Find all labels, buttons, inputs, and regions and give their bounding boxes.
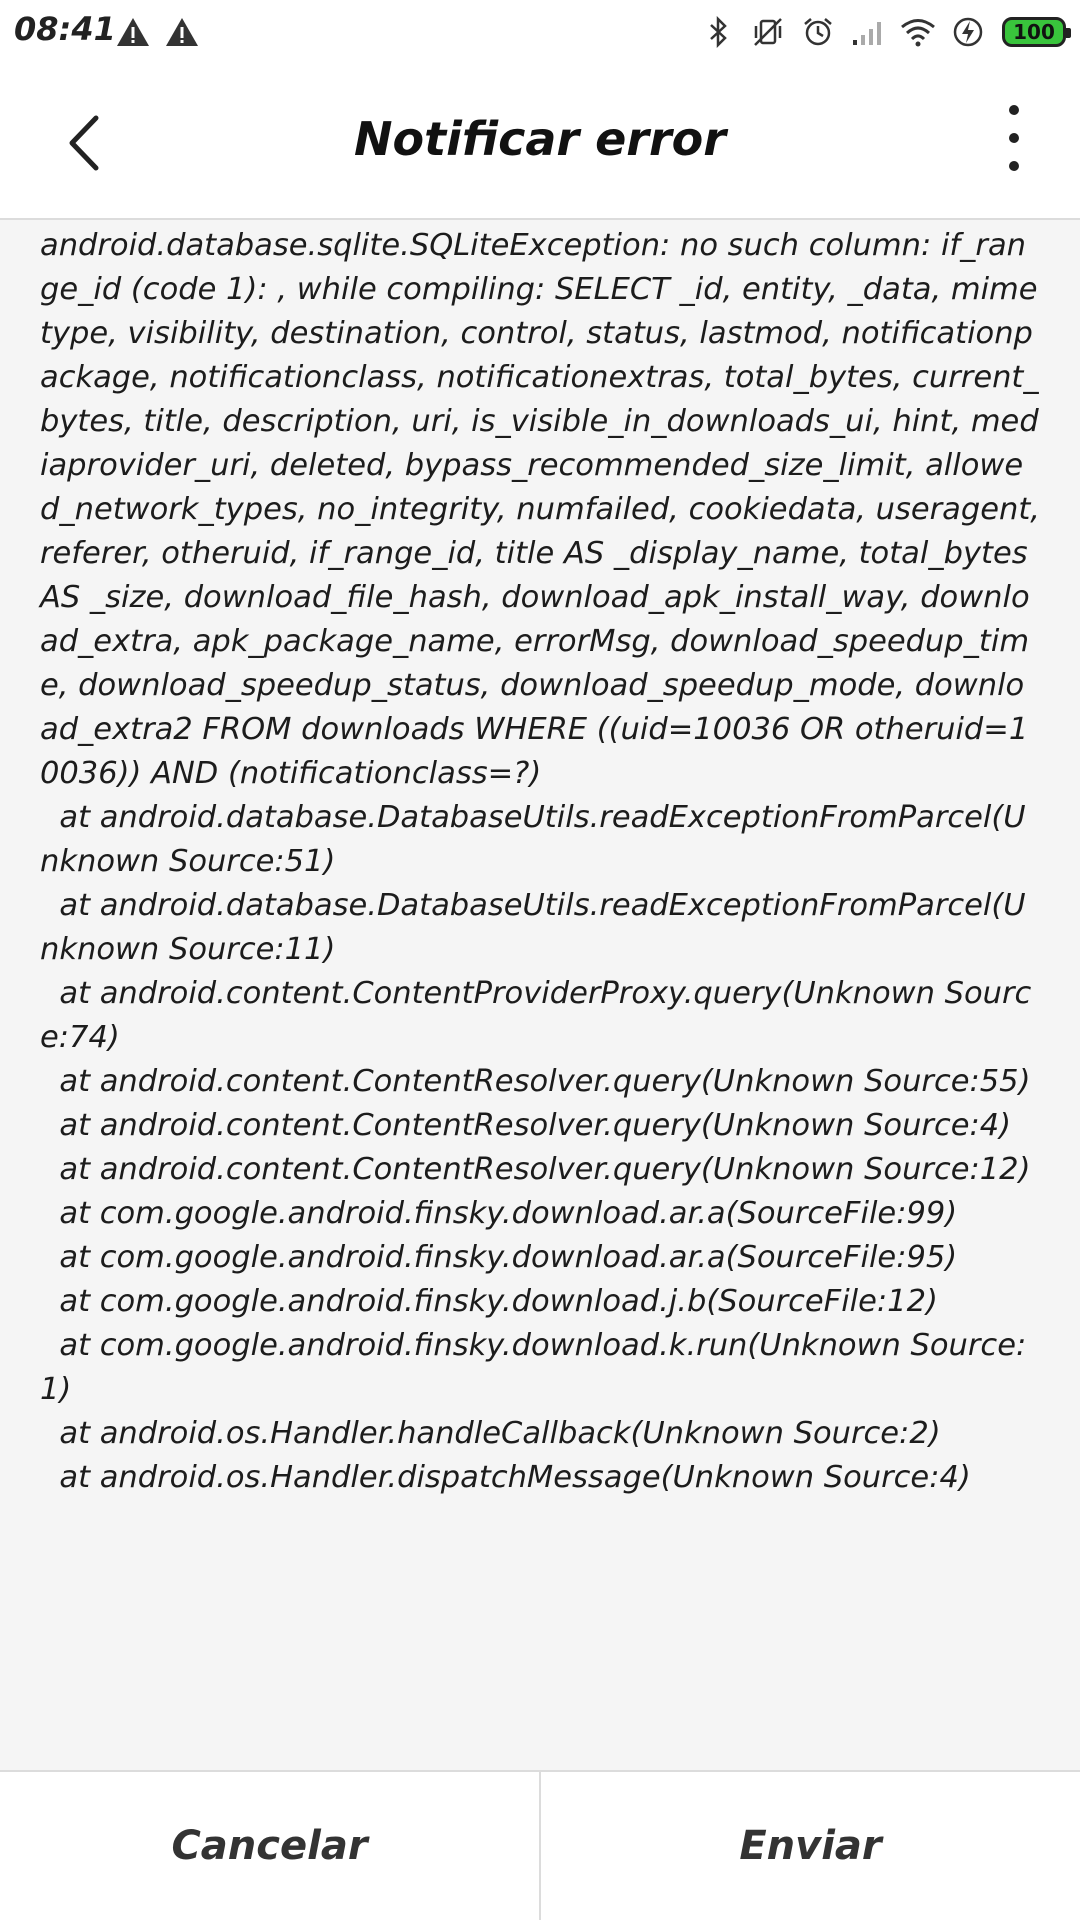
warning-icon: [165, 16, 199, 48]
send-button[interactable]: Enviar: [539, 1772, 1080, 1920]
error-stacktrace: android.database.sqlite.SQLiteException: no such column: if_range_id (code 1): , while compiling: SELECT _id, entity, _data, mimetype, visibility, destination, control, status, lastmod, notificationpackage, notificationclass, notificationextras, total_bytes, current_bytes, title, description, uri, is_visible_in_downloads_ui, hint, mediaprovider_uri, deleted, bypass_recommended_size_limit, allowed_network_types, no_integrity, numfailed, cookiedata, useragent, referer, otheruid, if_range_id, title AS _display_name, total_bytes AS _size, download_file_hash, download_apk_install_way, download_extra, apk_package_name, errorMsg, download_speedup_time, download_speedup_status, download_speedup_mode, download_extra2 FROM downloads WHERE ((uid=10036 OR otheruid=10036)) AND (notificationclass=?) at android.database.DatabaseUtils.readExceptionFromParcel(Unknown Source:51) at android.database.DatabaseUtils.readExceptionFromParcel(Unknown Source:11) at android.content.ContentProviderProxy.query(Unknown Source:74) at android.content.ContentResolver.query(Unknown Source:55) at android.content.ContentResolver.query(Unknown Source:4) at android.content.ContentResolver.query(Unknown Source:12) at com.google.android.finsky.download.ar.a(SourceFile:99) at com.google.android.finsky.download.ar.a(SourceFile:95) at com.google.android.finsky.download.j.b(SourceFile:12) at com.google.android.finsky.download.k.run(Unknown Source:1) at android.os.Handler.handleCallback(Unknown Source:2) at android.os.Handler.dispatchMessage(Unknown Source:4): [40, 228, 1040, 1495]
dialog-actions: [0, 1770, 1080, 1920]
vibrate-off-icon: [750, 14, 786, 50]
battery-icon: 100: [1002, 17, 1066, 47]
status-bar: [0, 0, 1080, 64]
warning-icon: [116, 16, 150, 48]
app-bar: [0, 64, 1080, 220]
charging-icon: [950, 14, 986, 50]
alarm-icon: [800, 14, 836, 50]
page-title: Notificar error: [354, 112, 726, 166]
more-options-icon[interactable]: [992, 98, 1036, 178]
status-time: 08:41: [14, 10, 116, 48]
bluetooth-icon: [700, 14, 736, 50]
cancel-button[interactable]: Cancelar: [171, 1823, 368, 1869]
signal-icon: [850, 14, 886, 50]
error-report-scroll-area[interactable]: [0, 220, 1080, 1770]
wifi-icon: [900, 14, 936, 50]
status-icons: [686, 14, 1066, 50]
